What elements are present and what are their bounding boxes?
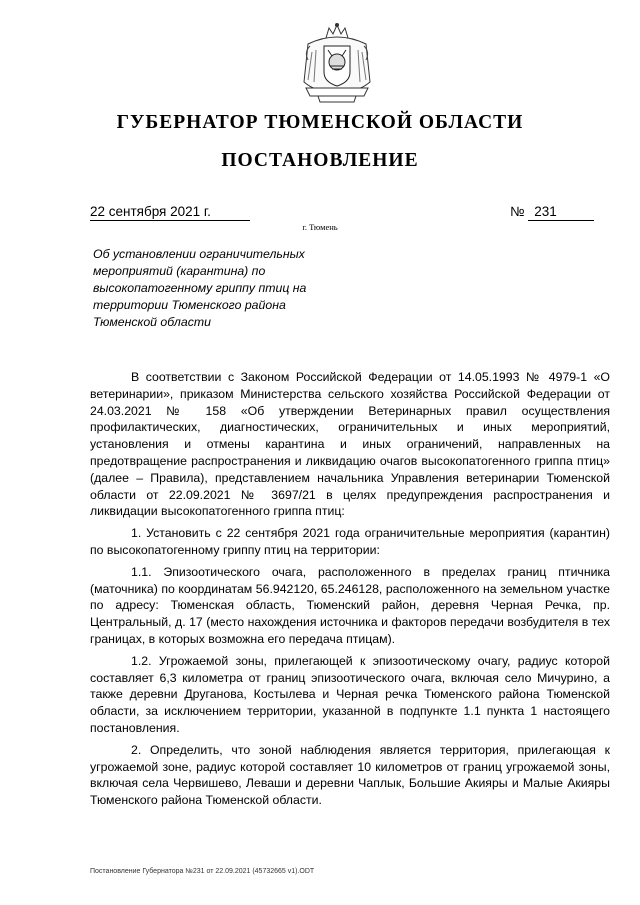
number-label: № [510, 204, 525, 219]
coat-of-arms-emblem [298, 22, 376, 106]
city-label: г. Тюмень [302, 222, 338, 232]
paragraph-1-1: 1.1. Эпизоотического очага, расположенного в пределах границ птичника (маточника) по координатам 56.942120, 65.246128, расположенного на земельном участке по адресу: Тюменская область, Тюменский район, деревня Черная Речка, пр. Центральный, д. 17 (место нахождения источника и факторов передачи возбудителя в тех границах, в которых возможна его передача птицам). [90, 564, 610, 646]
document-number: 231 [528, 204, 594, 221]
paragraph-1-2: 1.2. Угрожаемой зоны, прилегающей к эпизоотическому очагу, радиус которой составляет 6,3 километра от границ эпизоотического очага, включая село Мичурино, а также деревни Друганова, Костылева и Черная речка Тюменского района Тюменской области, за исключением территории, указанной в подпункте 1.1 пункта 1 настоящего постановления. [90, 653, 610, 735]
paragraph-2: 2. Определить, что зоной наблюдения является территория, прилегающая к угрожаемой зоне, радиус которой составляет 10 километров от границ угрожаемой зоны, включая села Червишево, Леваши и деревни Чаплык, Большие Акияры и Малые Акияры Тюменского района Тюменской области. [90, 742, 610, 808]
document-number-block [510, 204, 594, 221]
document-type-title: ПОСТАНОВЛЕНИЕ [221, 150, 419, 171]
paragraph-preamble: В соответствии с Законом Российской Федерации от 14.05.1993 № 4979-1 «О ветеринарии», приказом Министерства сельского хозяйства Российской Федерации от 24.03.2021 № 158 «Об утверждении Ветеринарных правил осуществления профилактических, диагностических, ограничительных и иных мероприятий, установления и отмены карантина и иных ограничений, направленных на предотвращение распространения и ликвидацию очагов высокопатогенного гриппа птиц» (далее – Правила), представлением начальника Управления ветеринарии Тюменской области от 22.09.2021 № 3697/21 в целях предупреждения распространения и ликвидации высокопатогенного гриппа птиц: [90, 370, 610, 519]
paragraph-1: 1. Установить с 22 сентября 2021 года ограничительные мероприятия (карантин) по высокопатогенному гриппу птиц на территории: [90, 526, 610, 557]
document-body [90, 369, 610, 814]
page-footer: Постановление Губернатора №231 от 22.09.2021 (45732665 v1).ODT [90, 868, 315, 875]
document-date: 22 сентября 2021 г. [90, 204, 250, 221]
document-subject: Об установлении ограничительных мероприятий (карантина) по высокопатогенному гриппу птиц на территории Тюменского района Тюменской области [93, 247, 307, 329]
issuer-title: ГУБЕРНАТОР ТЮМЕНСКОЙ ОБЛАСТИ [116, 112, 524, 133]
